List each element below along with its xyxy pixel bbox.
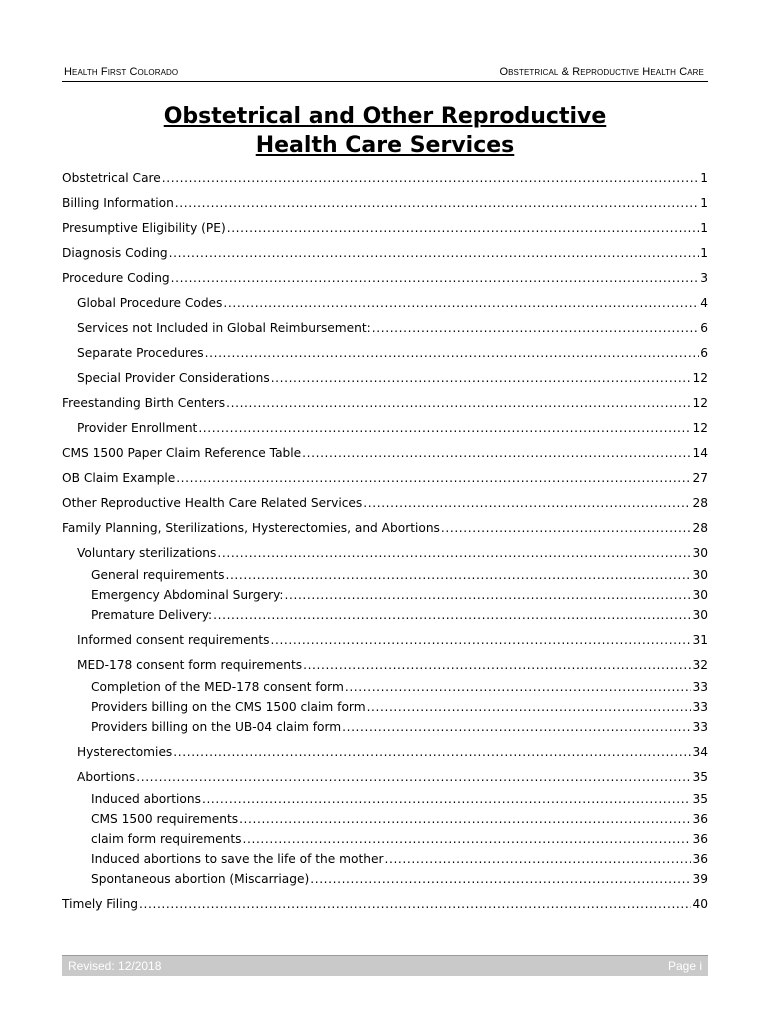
toc-dot-leader [175,196,699,211]
toc-entry[interactable] [62,389,708,411]
toc-entry[interactable] [62,489,708,511]
toc-entry-label: Separate Procedures [77,346,204,360]
footer-revised-date: Revised: 12/2018 [68,959,162,973]
toc-entry-page: 1 [700,246,708,260]
toc-entry-page: 12 [692,421,708,435]
toc-entry-page: 33 [692,700,708,714]
toc-dot-leader [205,346,700,361]
toc-dot-leader [173,745,691,760]
toc-dot-leader [303,658,691,673]
toc-entry-label: Family Planning, Sterilizations, Hysterectomies, and Abortions [62,521,440,535]
toc-dot-leader [226,396,691,411]
toc-entry[interactable] [62,845,708,867]
toc-entry-page: 36 [692,852,708,866]
toc-entry[interactable] [62,601,708,623]
toc-entry[interactable] [62,785,708,807]
toc-entry-label: Timely Filing [62,897,139,911]
toc-entry[interactable] [62,805,708,827]
toc-entry-label: Services not Included in Global Reimbursement: [77,321,371,335]
toc-entry[interactable] [62,439,708,461]
toc-dot-leader [271,633,692,648]
toc-dot-leader [302,446,691,461]
toc-entry-page: 30 [692,608,708,622]
toc-entry-label: General requirements [91,568,225,582]
toc-entry-label: OB Claim Example [62,471,176,485]
toc-entry[interactable] [62,264,708,286]
toc-entry[interactable] [62,464,708,486]
toc-entry-page: 28 [692,496,708,510]
toc-entry-label: CMS 1500 Paper Claim Reference Table [62,446,302,460]
toc-entry[interactable] [62,693,708,715]
toc-entry-label: CMS 1500 requirements [91,812,239,826]
toc-entry[interactable] [62,214,708,236]
toc-entry-page: 14 [692,446,708,460]
toc-entry-label: Providers billing on the UB-04 claim form [91,720,342,734]
toc-entry-label: Abortions [77,770,136,784]
toc-entry-label: MED-178 consent form requirements [77,658,303,672]
toc-entry-page: 36 [692,812,708,826]
toc-dot-leader [139,897,691,912]
toc-entry[interactable] [62,673,708,695]
toc-entry-label: Freestanding Birth Centers [62,396,226,410]
toc-entry[interactable] [62,865,708,887]
toc-entry-page: 4 [700,296,708,310]
toc-entry-label: Presumptive Eligibility (PE) [62,221,226,235]
toc-entry-label: Induced abortions to save the life of the mother [91,852,384,866]
footer-page-number: Page i [667,959,702,973]
toc-entry-page: 36 [692,832,708,846]
toc-entry-label: claim form requirements [91,832,242,846]
toc-entry[interactable] [62,763,708,785]
title-line-2: Health Care Services [255,133,515,158]
toc-dot-leader [136,770,691,785]
toc-dot-leader [342,720,691,735]
toc-entry-page: 33 [692,680,708,694]
toc-entry-label: Billing Information [62,196,174,210]
toc-entry[interactable] [62,651,708,673]
toc-entry-page: 35 [692,792,708,806]
footer-bar [62,955,708,976]
toc-entry-page: 31 [692,633,708,647]
toc-entry-label: Informed consent requirements [77,633,270,647]
toc-entry[interactable] [62,890,708,912]
toc-entry-page: 28 [692,521,708,535]
toc-entry-label: Special Provider Considerations [77,371,270,385]
toc-entry-page: 34 [692,745,708,759]
toc-entry-page: 12 [692,396,708,410]
toc-entry-page: 33 [692,720,708,734]
toc-dot-leader [223,296,699,311]
toc-entry-label: Spontaneous abortion (Miscarriage) [91,872,310,886]
toc-entry-label: Emergency Abdominal Surgery: [91,588,284,602]
toc-entry-label: Global Procedure Codes [77,296,223,310]
toc-dot-leader [310,872,691,887]
toc-entry[interactable] [62,364,708,386]
toc-dot-leader [271,371,692,386]
toc-entry-page: 30 [692,588,708,602]
toc-entry-label: Voluntary sterilizations [77,546,217,560]
toc-dot-leader [217,546,691,561]
toc-entry-label: Other Reproductive Health Care Related Services [62,496,363,510]
toc-dot-leader [171,271,700,286]
toc-entry[interactable] [62,581,708,603]
toc-entry[interactable] [62,289,708,311]
toc-entry-label: Procedure Coding [62,271,170,285]
toc-entry-page: 40 [692,897,708,911]
header-left-text: Health First Colorado [64,66,179,78]
toc-entry[interactable] [62,561,708,583]
toc-entry[interactable] [62,825,708,847]
toc-entry[interactable] [62,189,708,211]
title-line-1: Obstetrical and Other Reproductive [163,104,607,129]
toc-dot-leader [162,171,699,186]
toc-entry-label: Completion of the MED-178 consent form [91,680,344,694]
toc-entry-label: Premature Delivery: [91,608,213,622]
toc-entry[interactable] [62,339,708,361]
toc-entry-label: Provider Enrollment [77,421,198,435]
toc-entry-page: 30 [692,546,708,560]
header-right-text: Obstetrical & Reproductive Health Care [499,66,704,78]
toc-dot-leader [372,321,699,336]
toc-entry-page: 30 [692,568,708,582]
toc-entry-page: 27 [692,471,708,485]
toc-entry-label: Hysterectomies [77,745,173,759]
toc-entry[interactable] [62,314,708,336]
toc-entry-label: Providers billing on the CMS 1500 claim form [91,700,366,714]
running-header [62,63,708,82]
toc-entry[interactable] [62,738,708,760]
toc-entry-page: 32 [692,658,708,672]
toc-entry[interactable] [62,626,708,648]
toc-entry[interactable] [62,414,708,436]
toc-entry[interactable] [62,164,708,186]
toc-entry[interactable] [62,514,708,536]
document-title [62,102,708,160]
toc-entry[interactable] [62,713,708,735]
toc-entry-label: Induced abortions [91,792,201,806]
toc-entry-page: 6 [700,321,708,335]
toc-entry[interactable] [62,539,708,561]
toc-dot-leader [198,421,691,436]
toc-entry-page: 1 [700,171,708,185]
toc-entry-page: 12 [692,371,708,385]
toc-entry-label: Diagnosis Coding [62,246,168,260]
toc-dot-leader [227,221,700,236]
toc-dot-leader [441,521,692,536]
toc-dot-leader [169,246,700,261]
toc-dot-leader [176,471,691,486]
toc-entry-page: 6 [700,346,708,360]
toc-entry-page: 39 [692,872,708,886]
toc-dot-leader [213,608,691,623]
toc-entry-label: Obstetrical Care [62,171,161,185]
toc-entry[interactable] [62,239,708,261]
toc-entry-page: 3 [700,271,708,285]
toc-entry-page: 1 [700,196,708,210]
toc-entry-page: 1 [700,221,708,235]
toc-entry-page: 35 [692,770,708,784]
toc-dot-leader [363,496,691,511]
